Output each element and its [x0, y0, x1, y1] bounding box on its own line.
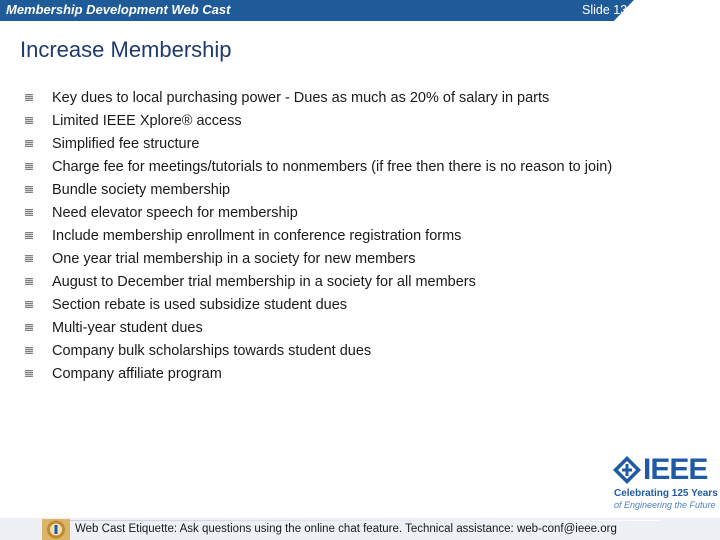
bullet-square-icon — [25, 255, 33, 262]
bullet-text: One year trial membership in a society for new members — [52, 251, 416, 267]
ieee-seal-icon — [42, 517, 70, 540]
footer-etiquette-text: Web Cast Etiquette: Ask questions using the online chat feature. Technical assistance: web-conf@ieee.org — [75, 523, 617, 535]
bullet-item — [24, 249, 612, 272]
bullet-square-icon — [25, 324, 33, 331]
bullet-text: Need elevator speech for membership — [52, 205, 298, 221]
bullet-item — [24, 226, 612, 249]
bullet-square-icon — [25, 140, 33, 147]
bullet-text: Simplified fee structure — [52, 136, 200, 152]
bullet-item — [24, 272, 612, 295]
bullet-text: Multi-year student dues — [52, 320, 203, 336]
bullet-square-icon — [25, 278, 33, 285]
anniversary-tagline: Celebrating 125 Years — [614, 488, 718, 499]
bullet-text: Key dues to local purchasing power - Dues as much as 20% of salary in parts — [52, 90, 550, 106]
bullet-item — [24, 318, 612, 341]
bullet-item — [24, 180, 612, 203]
bullet-text: Include membership enrollment in conference registration forms — [52, 228, 462, 244]
bullet-item — [24, 157, 612, 180]
bullet-text: Charge fee for meetings/tutorials to nonmembers (if free then there is no reason to join) — [52, 159, 613, 175]
bullet-square-icon — [25, 232, 33, 239]
footer-divider — [60, 520, 660, 521]
ieee-wordmark: IEEE — [643, 453, 708, 486]
bullet-item — [24, 111, 612, 134]
bullet-item — [24, 203, 612, 226]
bullet-text: Company affiliate program — [52, 366, 222, 382]
bullet-square-icon — [25, 370, 33, 377]
bullet-text: Company bulk scholarships towards student dues — [52, 343, 372, 359]
bullet-item — [24, 341, 612, 364]
bullet-item — [24, 134, 612, 157]
bullet-square-icon — [25, 301, 33, 308]
header-band — [0, 0, 720, 21]
bullet-item — [24, 364, 612, 387]
bullet-square-icon — [25, 94, 33, 101]
slide-number: Slide 13 — [582, 3, 628, 17]
webcast-title: Membership Development Web Cast — [6, 2, 231, 17]
bullet-square-icon — [25, 209, 33, 216]
page-title: Increase Membership — [20, 37, 232, 62]
bullet-square-icon — [25, 186, 33, 193]
bullet-text: August to December trial membership in a society for all members — [52, 274, 476, 290]
bullet-text: Section rebate is used subsidize student dues — [52, 297, 348, 313]
bullet-list — [24, 88, 612, 387]
bullet-item — [24, 295, 612, 318]
bullet-item — [24, 88, 612, 111]
bullet-square-icon — [25, 163, 33, 170]
bullet-text: Bundle society membership — [52, 182, 231, 198]
bullet-square-icon — [25, 117, 33, 124]
bullet-text: Limited IEEE Xplore® access — [52, 113, 242, 129]
ieee-diamond-icon — [612, 455, 642, 485]
engineering-tagline: of Engineering the Future — [614, 500, 716, 510]
bullet-square-icon — [25, 347, 33, 354]
